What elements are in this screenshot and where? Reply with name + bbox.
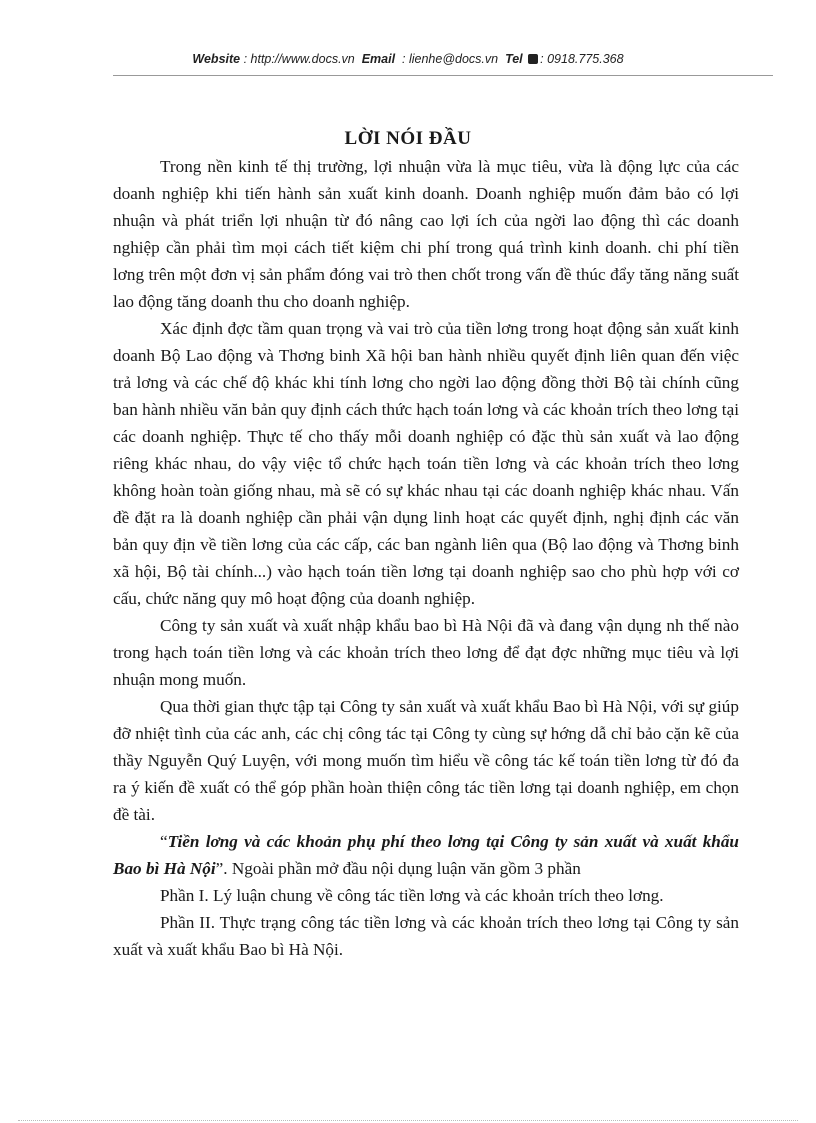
paragraph-1: Trong nền kinh tế thị trường, lợi nhuận vừa là mục tiêu, vừa là động lực của các doanh nghiệp khi tiến hành sản xuất kinh doanh. Doanh nghiệp muốn đảm bảo có lợi nhuận và phát triển lợi nhuận từ đó nâng cao lợi ích của ngời lao động thì các doanh nghiệp cần phải tìm mọi cách tiết kiệm chi phí trong quá trình kinh doanh. chi phí tiền lơng trên một đơn vị sản phẩm đóng vai trò then chốt trong vấn đề thúc đẩy tăng năng suất lao động tăng doanh thu cho doanh nghiệp. [113,157,739,311]
email-label: Email [361,52,396,66]
paragraph-3: Công ty sản xuất và xuất nhập khẩu bao bì Hà Nội đã và đang vận dụng nh thế nào trong hạch toán tiền lơng và các khoản trích theo lơng để đạt đợc những mục tiêu và lợi nhuận mong muốn. [113,616,739,689]
header-divider [113,75,773,76]
part-2: Phần II. Thực trạng công tác tiền lơng và các khoản trích theo lơng tại Công ty sản xuất và xuất khẩu Bao bì Hà Nội. [113,913,739,959]
quote-open: “ [160,832,168,851]
tel-label: Tel [505,52,523,66]
footer-divider [18,1120,798,1121]
website-value: : http://www.docs.vn [243,52,355,66]
thesis-topic: Tiền lơng và các khoản phụ phí theo lơng tại Công ty sản xuất và xuất khẩu Bao bì Hà Nội [113,832,739,878]
tel-value: : 0918.775.368 [540,52,624,66]
topic-paragraph [113,828,739,882]
phone-icon [528,54,538,64]
paragraph-2: Xác định đợc tầm quan trọng và vai trò của tiền lơng trong hoạt động sản xuất kinh doanh Bộ Lao động và Thơng binh Xã hội ban hành nhiều quyết định liên quan đến việc trả lơng và các chế độ khác khi tính lơng cho ngời lao động đồng thời Bộ tài chính cũng ban hành nhiều văn bản quy định cách thức hạch toán lơng và các khoản trích theo lơng tại các doanh nghiệp. Thực tế cho thấy mỗi doanh nghiệp có đặc thù sản xuất và lao động riêng khác nhau, do vậy việc tổ chức hạch toán tiền lơng và các khoản trích theo lơng không hoàn toàn giống nhau, mà sẽ có sự khác nhau tại các doanh nghiệp khác nhau. Vấn đề đặt ra là doanh nghiệp cần phải vận dụng linh hoạt các quyết định, nghị định các văn bản quy địn về tiền lơng của các cấp, các ban ngành liên qua (Bộ lao động và Thơng binh xã hội, Bộ tài chính...) vào hạch toán tiền lơng tại doanh nghiệp sao cho phù hợp với cơ cấu, chức năng quy mô hoạt động của doanh nghiệp. [113,319,739,608]
topic-rest: ”. Ngoài phần mở đầu nội dụng luận văn gồm 3 phần [215,859,581,878]
page-header [0,52,816,66]
website-label: Website [192,52,241,66]
document-body [113,153,739,963]
email-value: : lienhe@docs.vn [402,52,499,66]
paragraph-4: Qua thời gian thực tập tại Công ty sản xuất và xuất khẩu Bao bì Hà Nội, với sự giúp đỡ nhiệt tình của các anh, các chị công tác tại Công ty cùng sự hớng dẫ chỉ bảo cặn kẽ của thầy Nguyễn Quý Luyện, với mong muốn tìm hiểu về công tác kế toán tiền lơng từ đó đa ra ý kiến đề xuất có thể góp phần hoàn thiện công tác tiền lơng tại doanh nghiệp, em chọn đề tài. [113,697,739,824]
document-title: LỜI NÓI ĐẦU [344,128,472,149]
part-1: Phần I. Lý luận chung về công tác tiền lơng và các khoản trích theo lơng. [160,886,664,905]
